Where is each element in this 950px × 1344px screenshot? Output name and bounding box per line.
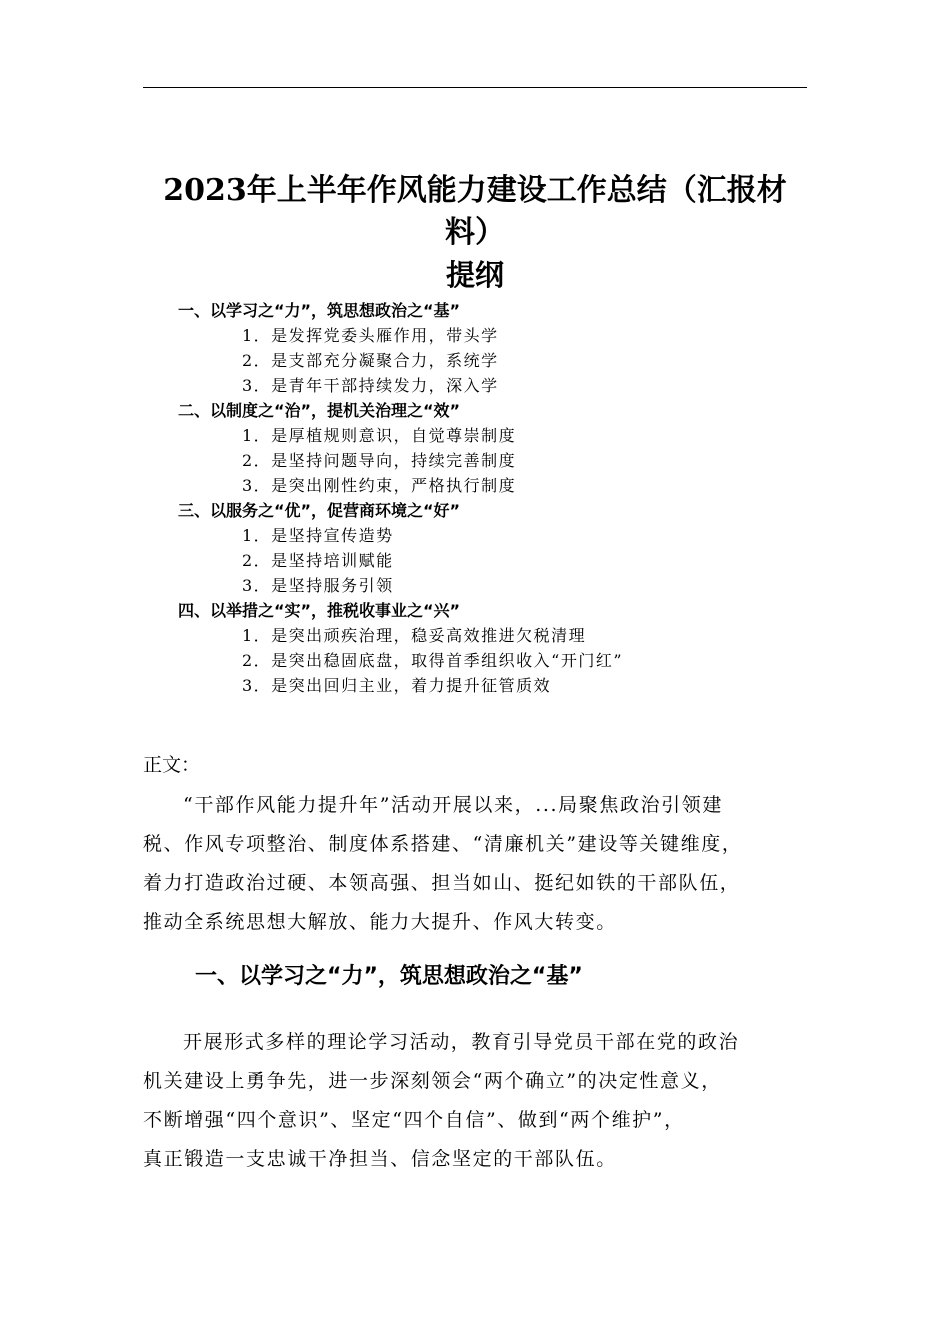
body-label: 正文： — [143, 754, 201, 776]
outline-heading: 三、以服务之“优”，促营商环境之“好” — [178, 501, 461, 520]
paragraph-line: 不断增强“四个意识”、坚定“四个自信”、做到“两个维护”， — [143, 1109, 685, 1131]
outline-item: 2．是支部充分凝聚合力，系统学 — [242, 351, 499, 370]
section1-heading: 一、以学习之“力”，筑思想政治之“基” — [195, 964, 583, 989]
paragraph-line: 推动全系统思想大解放、能力大提升、作风大转变。 — [143, 911, 617, 933]
intro-paragraph — [143, 786, 807, 942]
section1-paragraph — [143, 1023, 807, 1179]
document-title-line1: 2023年上半年作风能力建设工作总结（汇报材 — [163, 173, 787, 208]
paragraph-line: 机关建设上勇争先，进一步深刻领会“两个确立”的决定性意义， — [143, 1070, 722, 1092]
paragraph-line: “干部作风能力提升年”活动开展以来，...局聚焦政治引领建 — [183, 794, 723, 816]
paragraph-line: 开展形式多样的理论学习活动，教育引导党员干部在党的政治 — [183, 1031, 740, 1053]
outline-item: 1．是发挥党委头雁作用，带头学 — [242, 326, 499, 345]
paragraph-line: 税、作风专项整治、制度体系搭建、“清廉机关”建设等关键维度， — [143, 833, 743, 855]
outline-subtitle: 提纲 — [445, 258, 504, 292]
outline-item: 3．是突出回归主业，着力提升征管质效 — [242, 676, 552, 695]
outline-item: 3．是青年干部持续发力，深入学 — [242, 376, 499, 395]
outline-item: 3．是坚持服务引领 — [242, 576, 394, 595]
paragraph-line: 着力打造政治过硬、本领高强、担当如山、挺纪如铁的干部队伍， — [143, 872, 741, 894]
outline-item: 1．是突出顽疾治理，稳妥高效推进欠税清理 — [242, 626, 587, 645]
document-title-line2: 料） — [445, 215, 505, 250]
outline-heading: 二、以制度之“治”，提机关治理之“效” — [178, 401, 461, 420]
outline-heading: 四、以举措之“实”，推税收事业之“兴” — [178, 601, 461, 620]
outline-item: 2．是突出稳固底盘，取得首季组织收入“开门红” — [242, 651, 624, 670]
paragraph-line: 真正锻造一支忠诚干净担当、信念坚定的干部队伍。 — [143, 1148, 617, 1170]
outline-item: 1．是厚植规则意识，自觉尊崇制度 — [242, 426, 517, 445]
outline-heading: 一、以学习之“力”，筑思想政治之“基” — [178, 301, 461, 320]
outline-list — [178, 298, 798, 698]
outline-item: 1．是坚持宣传造势 — [242, 526, 394, 545]
outline-item: 3．是突出刚性约束，严格执行制度 — [242, 476, 517, 495]
outline-item: 2．是坚持问题导向，持续完善制度 — [242, 451, 517, 470]
header-rule — [143, 87, 807, 88]
outline-item: 2．是坚持培训赋能 — [242, 551, 394, 570]
